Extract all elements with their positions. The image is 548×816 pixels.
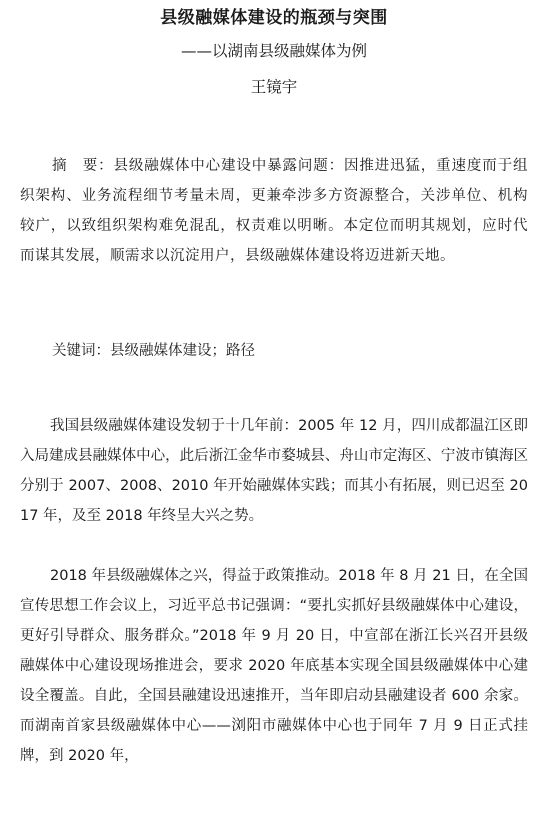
abstract-label: 摘 要： xyxy=(52,158,114,174)
body-paragraph: 2018 年县级融媒体之兴，得益于政策推动。2018 年 8 月 21 日，在全国宣传思想工作会议上，习近平总书记强调：“要扎实抓好县级融媒体中心建设，更好引导群众、服务群众。”2018 年 9 月 20 日，中宣部在浙江长兴召开县级融媒体中心建设现场推进会，要求 2020 年底基本实现全国县级融媒体中心建设全覆盖。自此，全国县融建设迅速推开，当年即启动县融建设者 600 余家。而湖南首家县级融媒体中心——浏阳市融媒体中心也于同年 7 月 9 日正式挂牌，到 2020 年， xyxy=(20,568,528,764)
abstract-text-block xyxy=(20,151,528,271)
abstract-text: 县级融媒体中心建设中暴露问题：因推进迅猛，重速度而于组织架构、业务流程细节考量未周，更兼牵涉多方资源整合，关涉单位、机构较广，以致组织架构难免混乱，权责难以明晰。本定位而明其规划，应时代而谋其发展，顺需求以沉淀用户，县级融媒体建设将迈进新天地。 xyxy=(20,158,528,264)
keywords-text: 县级融媒体建设；路径 xyxy=(110,343,255,359)
keywords-label: 关键词： xyxy=(52,343,110,359)
body-paragraph: 我国县级融媒体建设发轫于十几年前：2005 年 12 月，四川成都温江区即入局建成县融媒体中心，此后浙江金华市婺城县、舟山市定海区、宁波市镇海区分别于 2007、2008、2010 年开始融媒体实践；而其小有拓展，则已迟至 2017 年，及至 2018 年终呈大兴之势。 xyxy=(20,418,528,524)
paper-title: 县级融媒体建设的瓶颈与突围 xyxy=(160,8,388,28)
keywords xyxy=(52,336,528,366)
abstract xyxy=(20,151,528,271)
paper-subtitle: ——以湖南县级融媒体为例 xyxy=(180,42,367,60)
author-name: 王镜宇 xyxy=(250,78,298,96)
